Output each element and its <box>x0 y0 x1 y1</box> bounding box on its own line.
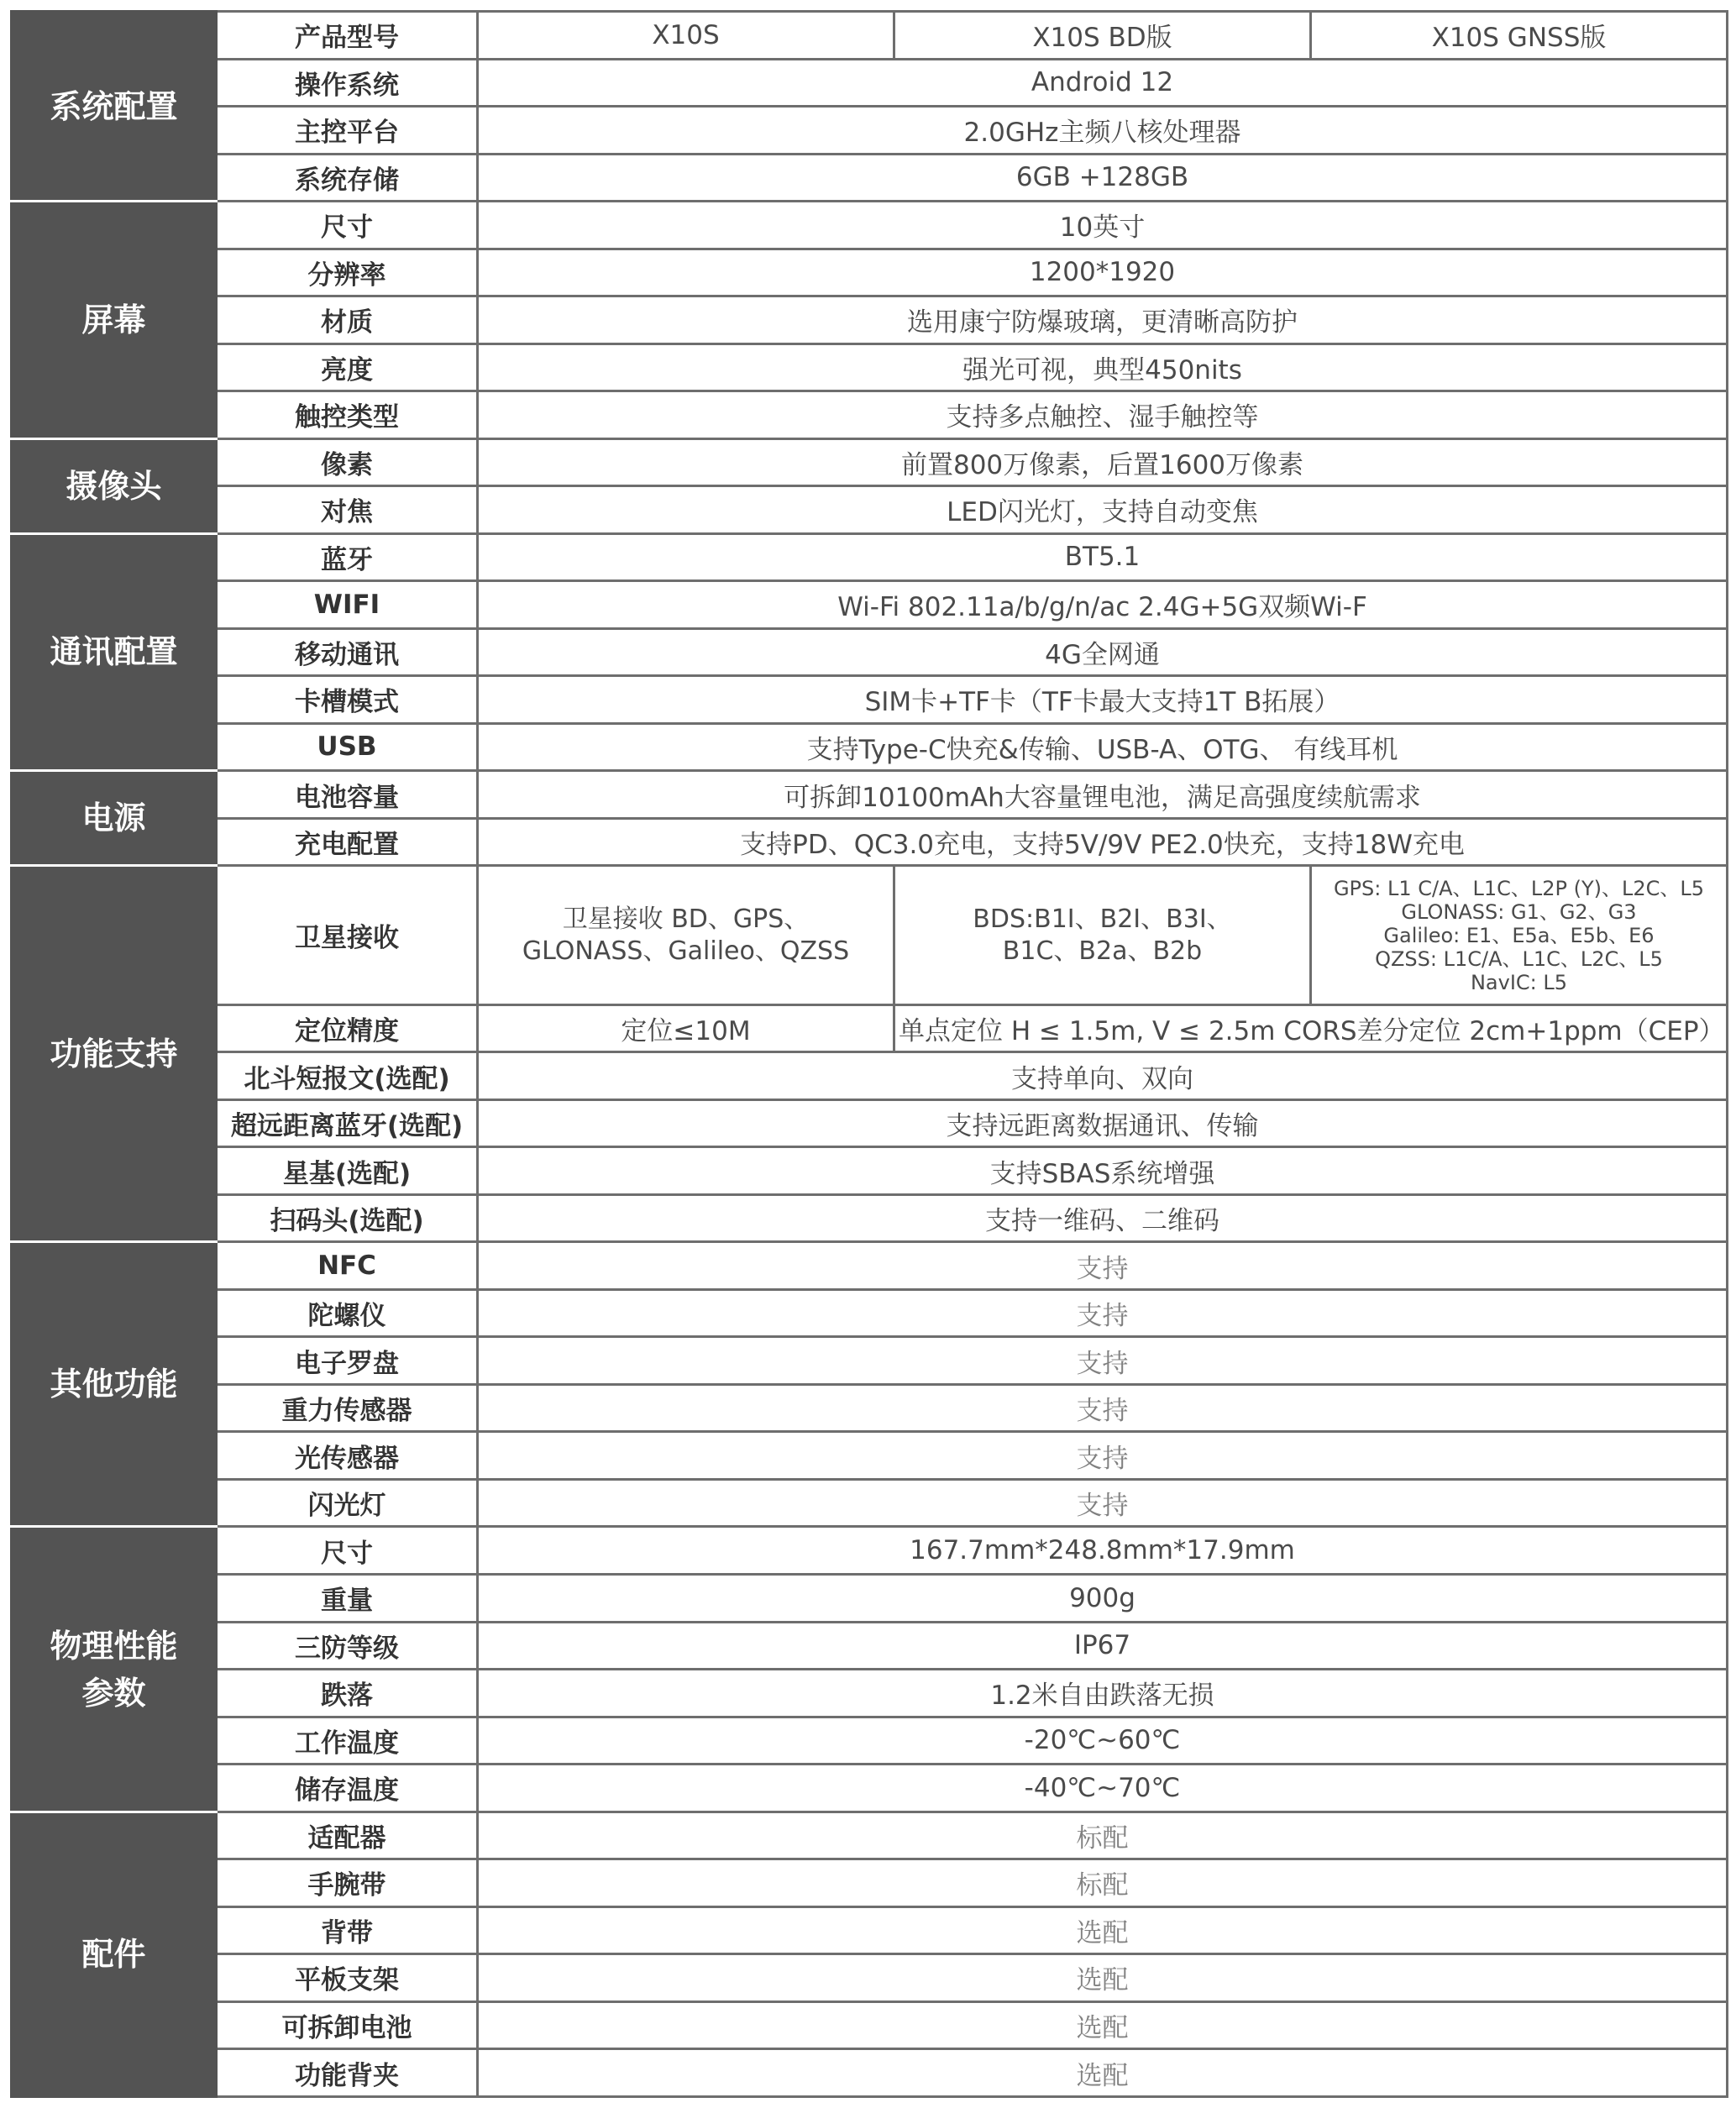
table-row <box>12 866 1728 1005</box>
table-row <box>12 2001 1728 2049</box>
row-value: 可拆卸10100mAh大容量锂电池，满足高强度续航需求 <box>478 771 1728 819</box>
table-row <box>12 249 1728 296</box>
row-label: 分辨率 <box>217 249 478 296</box>
table-row <box>12 771 1728 819</box>
table-row <box>12 1622 1728 1670</box>
row-label: 尺寸 <box>217 1527 478 1575</box>
table-row <box>12 1004 1728 1052</box>
table-row <box>12 1289 1728 1337</box>
row-value: 支持 <box>478 1479 1728 1527</box>
table-row <box>12 1765 1728 1812</box>
row-value: 6GB +128GB <box>478 154 1728 202</box>
row-label: 电池容量 <box>217 771 478 819</box>
row-value: -20℃~60℃ <box>478 1717 1728 1765</box>
category-accessories: 配件 <box>12 1812 217 2096</box>
row-value: 选配 <box>478 2001 1728 2049</box>
header-label: 产品型号 <box>217 12 478 60</box>
positioning-x10s: 定位≤10M <box>478 1004 894 1052</box>
row-label: 材质 <box>217 296 478 344</box>
row-value: 167.7mm*248.8mm*17.9mm <box>478 1527 1728 1575</box>
satellite-line: BDS:B1I、B2I、B3I、 <box>973 904 1232 934</box>
row-value: 支持PD、QC3.0充电，支持5V/9V PE2.0快充，支持18W充电 <box>478 818 1728 866</box>
row-label: 跌落 <box>217 1670 478 1717</box>
satellite-line: GPS: L1 C/A、L1C、L2P (Y)、L2C、L5 <box>1333 876 1705 900</box>
row-label: 星基(选配) <box>217 1147 478 1195</box>
row-value: -40℃~70℃ <box>478 1765 1728 1812</box>
table-row <box>12 1052 1728 1100</box>
row-label: 重力传感器 <box>217 1384 478 1432</box>
row-label: 工作温度 <box>217 1717 478 1765</box>
row-label: 操作系统 <box>217 59 478 107</box>
table-row <box>12 1954 1728 2002</box>
table-row <box>12 1527 1728 1575</box>
model-x10s-bd: X10S BD版 <box>894 12 1311 60</box>
row-label: 电子罗盘 <box>217 1337 478 1385</box>
row-label: 手腕带 <box>217 1859 478 1907</box>
category-physical: 物理性能参数 <box>12 1527 217 1812</box>
row-value: IP67 <box>478 1622 1728 1670</box>
satellite-line: 卫星接收 BD、GPS、 <box>562 904 810 934</box>
row-label: 功能背夹 <box>217 2049 478 2097</box>
row-value: 支持远距离数据通讯、传输 <box>478 1099 1728 1147</box>
table-row <box>12 296 1728 344</box>
satellite-bd <box>894 866 1311 1005</box>
row-value: 前置800万像素，后置1600万像素 <box>478 438 1728 486</box>
row-value: 1.2米自由跌落无损 <box>478 1670 1728 1717</box>
row-value: 选配 <box>478 2049 1728 2097</box>
row-label: 闪光灯 <box>217 1479 478 1527</box>
table-row <box>12 1812 1728 1859</box>
table-row <box>12 2049 1728 2097</box>
row-label: 尺寸 <box>217 202 478 249</box>
row-value: 支持 <box>478 1242 1728 1290</box>
table-row <box>12 1670 1728 1717</box>
model-x10s-gnss: X10S GNSS版 <box>1311 12 1728 60</box>
row-value: 支持 <box>478 1384 1728 1432</box>
table-row <box>12 628 1728 676</box>
table-row <box>12 1906 1728 1954</box>
table-row <box>12 1242 1728 1290</box>
row-value: 支持 <box>478 1337 1728 1385</box>
row-value: 10英寸 <box>478 202 1728 249</box>
table-row <box>12 59 1728 107</box>
table-row <box>12 343 1728 391</box>
satellite-line: QZSS: L1C/A、L1C、L2C、L5 <box>1375 947 1663 971</box>
row-label: 北斗短报文(选配) <box>217 1052 478 1100</box>
satellite-x10s <box>478 866 894 1005</box>
row-label: 三防等级 <box>217 1622 478 1670</box>
category-camera: 摄像头 <box>12 438 217 533</box>
model-x10s: X10S <box>478 12 894 60</box>
row-label: 对焦 <box>217 486 478 534</box>
satellite-line: NavIC: L5 <box>1470 970 1568 994</box>
row-label: 重量 <box>217 1575 478 1623</box>
row-value: 支持 <box>478 1432 1728 1480</box>
table-row <box>12 391 1728 439</box>
row-label: 主控平台 <box>217 107 478 155</box>
table-row <box>12 676 1728 724</box>
row-value: 标配 <box>478 1812 1728 1859</box>
row-value: 强光可视，典型450nits <box>478 343 1728 391</box>
row-label: NFC <box>217 1242 478 1290</box>
table-row <box>12 1479 1728 1527</box>
table-row <box>12 438 1728 486</box>
row-value: 1200*1920 <box>478 249 1728 296</box>
row-label: 背带 <box>217 1906 478 1954</box>
row-value: Android 12 <box>478 59 1728 107</box>
row-value: 选用康宁防爆玻璃，更清晰高防护 <box>478 296 1728 344</box>
row-label: 触控类型 <box>217 391 478 439</box>
category-screen: 屏幕 <box>12 202 217 439</box>
table-row <box>12 1147 1728 1195</box>
row-value: 标配 <box>478 1859 1728 1907</box>
row-label: 储存温度 <box>217 1765 478 1812</box>
category-function: 功能支持 <box>12 866 217 1242</box>
table-row <box>12 1432 1728 1480</box>
row-label: 光传感器 <box>217 1432 478 1480</box>
table-row <box>12 202 1728 249</box>
table-row <box>12 533 1728 581</box>
table-row <box>12 1717 1728 1765</box>
row-label: 扫码头(选配) <box>217 1194 478 1242</box>
row-value: 支持一维码、二维码 <box>478 1194 1728 1242</box>
row-label: 陀螺仪 <box>217 1289 478 1337</box>
row-label: 移动通讯 <box>217 628 478 676</box>
row-value: 支持SBAS系统增强 <box>478 1147 1728 1195</box>
table-row <box>12 1194 1728 1242</box>
table-row <box>12 154 1728 202</box>
category-power: 电源 <box>12 771 217 866</box>
row-label: 卡槽模式 <box>217 676 478 724</box>
satellite-line: GLONASS、Galileo、QZSS <box>522 936 850 966</box>
row-value: 4G全网通 <box>478 628 1728 676</box>
satellite-line: GLONASS: G1、G2、G3 <box>1401 899 1637 924</box>
spec-table <box>10 10 1728 2098</box>
satellite-gnss <box>1311 866 1728 1005</box>
table-row <box>12 12 1728 60</box>
row-value: Wi-Fi 802.11a/b/g/n/ac 2.4G+5G双频Wi-F <box>478 581 1728 629</box>
row-label: 系统存储 <box>217 154 478 202</box>
table-row <box>12 486 1728 534</box>
category-system: 系统配置 <box>12 12 217 202</box>
row-value: 支持Type-C快充&传输、USB-A、OTG、 有线耳机 <box>478 723 1728 771</box>
table-row <box>12 1384 1728 1432</box>
category-comm: 通讯配置 <box>12 533 217 771</box>
row-value: 支持多点触控、湿手触控等 <box>478 391 1728 439</box>
row-value: BT5.1 <box>478 533 1728 581</box>
row-label: 蓝牙 <box>217 533 478 581</box>
table-row <box>12 1859 1728 1907</box>
row-label: USB <box>217 723 478 771</box>
table-row <box>12 1099 1728 1147</box>
table-row <box>12 107 1728 155</box>
satellite-line: Galileo: E1、E5a、E5b、E6 <box>1383 923 1655 947</box>
row-value: LED闪光灯，支持自动变焦 <box>478 486 1728 534</box>
table-row <box>12 1575 1728 1623</box>
row-label: 定位精度 <box>217 1004 478 1052</box>
row-label: 可拆卸电池 <box>217 2001 478 2049</box>
row-value: SIM卡+TF卡（TF卡最大支持1T B拓展） <box>478 676 1728 724</box>
row-label: 亮度 <box>217 343 478 391</box>
row-value: 选配 <box>478 1954 1728 2002</box>
row-value: 支持单向、双向 <box>478 1052 1728 1100</box>
category-other: 其他功能 <box>12 1242 217 1527</box>
row-value: 900g <box>478 1575 1728 1623</box>
satellite-line: B1C、B2a、B2b <box>1002 936 1203 966</box>
row-label: 卫星接收 <box>217 866 478 1005</box>
row-label: 适配器 <box>217 1812 478 1859</box>
positioning-other: 单点定位 H ≤ 1.5m, V ≤ 2.5m CORS差分定位 2cm+1ppm（CEP） <box>894 1004 1728 1052</box>
row-value: 选配 <box>478 1906 1728 1954</box>
table-row <box>12 818 1728 866</box>
table-row <box>12 1337 1728 1385</box>
row-label: 平板支架 <box>217 1954 478 2002</box>
table-row <box>12 581 1728 629</box>
row-value: 2.0GHz主频八核处理器 <box>478 107 1728 155</box>
row-value: 支持 <box>478 1289 1728 1337</box>
row-label: 超远距离蓝牙(选配) <box>217 1099 478 1147</box>
row-label: WIFI <box>217 581 478 629</box>
row-label: 像素 <box>217 438 478 486</box>
row-label: 充电配置 <box>217 818 478 866</box>
table-row <box>12 723 1728 771</box>
